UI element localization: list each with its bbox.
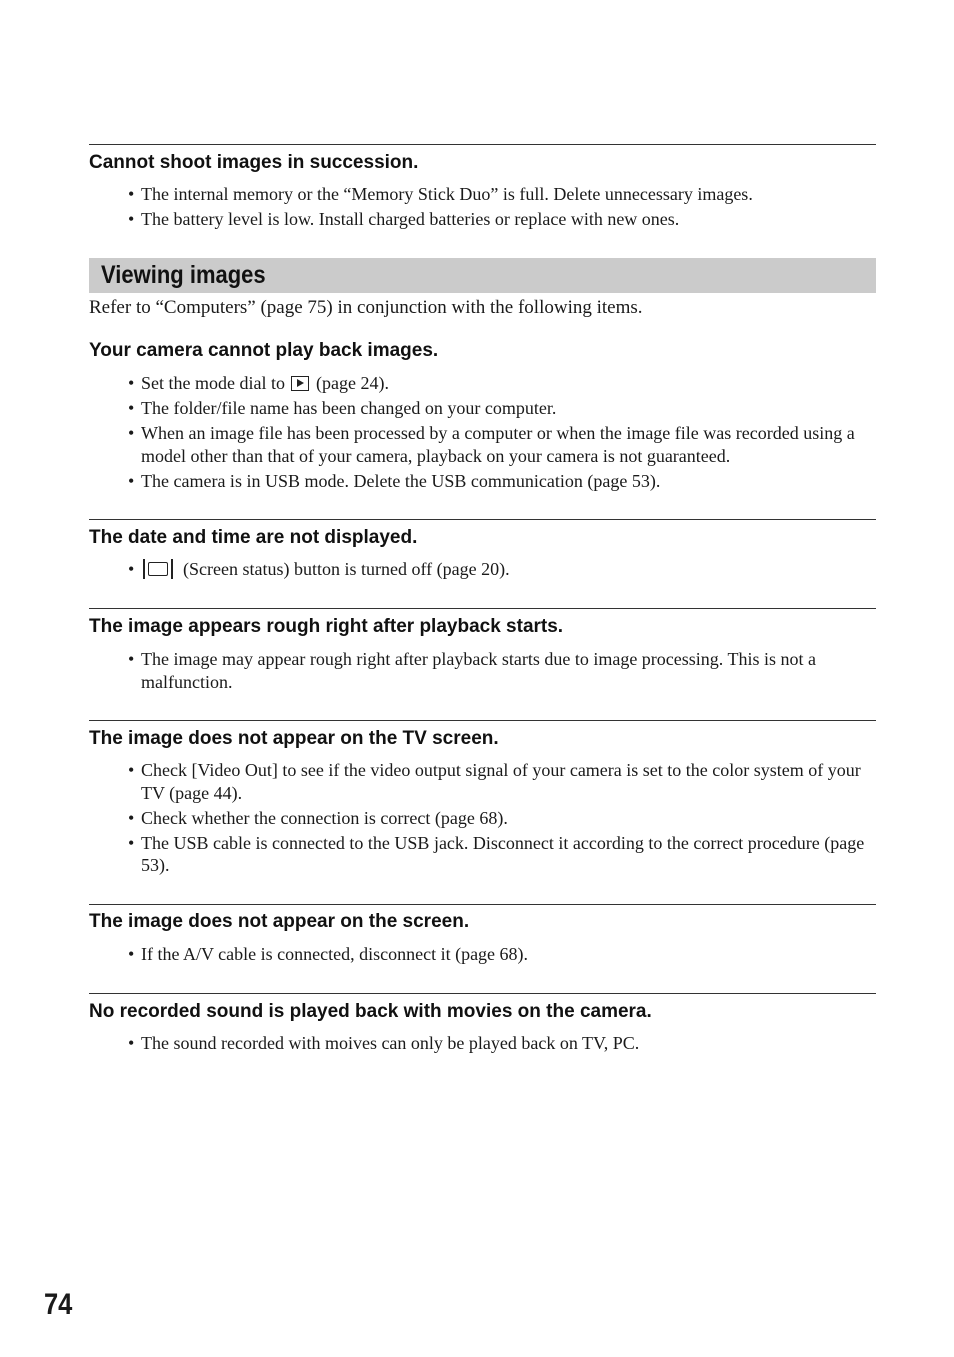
heading-cannot-shoot: Cannot shoot images in succession. xyxy=(89,152,419,173)
section-divider xyxy=(89,608,876,609)
intro-text: Refer to “Computers” (page 75) in conjunction with the following items. xyxy=(89,297,643,318)
bullet-list-image-rough xyxy=(128,648,878,696)
playback-mode-icon xyxy=(291,376,309,391)
section-header-bar xyxy=(89,258,876,293)
bullet-mark: • xyxy=(128,807,135,828)
bullet-mark: • xyxy=(128,373,135,393)
bullet-mark: • xyxy=(128,832,135,853)
list-item: • The camera is in USB mode. Delete the USB communication (page 53). xyxy=(128,470,661,491)
page-number: 74 xyxy=(44,1288,73,1321)
bullet-mark: • xyxy=(128,470,135,491)
section-divider xyxy=(89,144,876,145)
bullet-mark: • xyxy=(128,649,135,669)
bullet-mark: • xyxy=(128,184,135,204)
heading-date-time: The date and time are not displayed. xyxy=(89,527,418,548)
bullet-list-cannot-shoot xyxy=(128,183,878,233)
list-item: • The sound recorded with moives can only be played back on TV, PC. xyxy=(128,1033,640,1053)
list-item: • The folder/file name has been changed on your computer. xyxy=(128,398,557,418)
bullet-mark: • xyxy=(128,1033,135,1053)
bullet-mark: • xyxy=(128,944,135,964)
bullet-mark: • xyxy=(128,559,135,579)
bullet-mark: • xyxy=(128,209,135,229)
list-item: • The USB cable is connected to the USB jack. Disconnect it according to the correct procedure (page 53). xyxy=(128,832,865,875)
bullet-mark: • xyxy=(128,423,135,443)
list-item: • When an image file has been processed by a computer or when the image file was recorded using a model other than that of your camera, playback on your camera is not guaranteed. xyxy=(128,423,855,466)
bullet-list-no-sound xyxy=(128,1032,878,1057)
list-item: • (Screen status) button is turned off (page 20). xyxy=(128,559,510,579)
heading-tv-screen: The image does not appear on the TV screen. xyxy=(89,728,499,749)
heading-image-rough: The image appears rough right after playback starts. xyxy=(89,616,564,637)
bullet-list-cannot-play-back xyxy=(128,372,878,495)
bullet-list-date-time xyxy=(128,558,878,583)
screen-status-button-icon xyxy=(141,559,175,579)
section-title: Viewing images xyxy=(101,261,266,289)
heading-no-sound: No recorded sound is played back with movies on the camera. xyxy=(89,1001,652,1022)
bullet-mark: • xyxy=(128,760,135,780)
bullet-mark: • xyxy=(128,398,135,418)
bullet-list-tv-screen xyxy=(128,759,878,879)
heading-not-on-screen: The image does not appear on the screen. xyxy=(89,911,470,932)
heading-cannot-play-back: Your camera cannot play back images. xyxy=(89,340,439,361)
section-divider xyxy=(89,904,876,905)
section-divider xyxy=(89,720,876,721)
list-item: • The image may appear rough right after playback starts due to image processing. This is not a malfunction. xyxy=(128,649,816,692)
list-item: • The internal memory or the “Memory Stick Duo” is full. Delete unnecessary images. xyxy=(128,184,753,204)
list-item: • The battery level is low. Install charged batteries or replace with new ones. xyxy=(128,209,680,229)
section-divider xyxy=(89,993,876,994)
section-divider xyxy=(89,519,876,520)
list-item: • If the A/V cable is connected, disconnect it (page 68). xyxy=(128,944,529,964)
list-item: • Set the mode dial to (page 24). xyxy=(128,373,389,393)
list-item: • Check [Video Out] to see if the video output signal of your camera is set to the color system of your TV (page 44). xyxy=(128,760,861,803)
list-item: • Check whether the connection is correct (page 68). xyxy=(128,807,508,828)
bullet-list-not-on-screen xyxy=(128,943,878,968)
